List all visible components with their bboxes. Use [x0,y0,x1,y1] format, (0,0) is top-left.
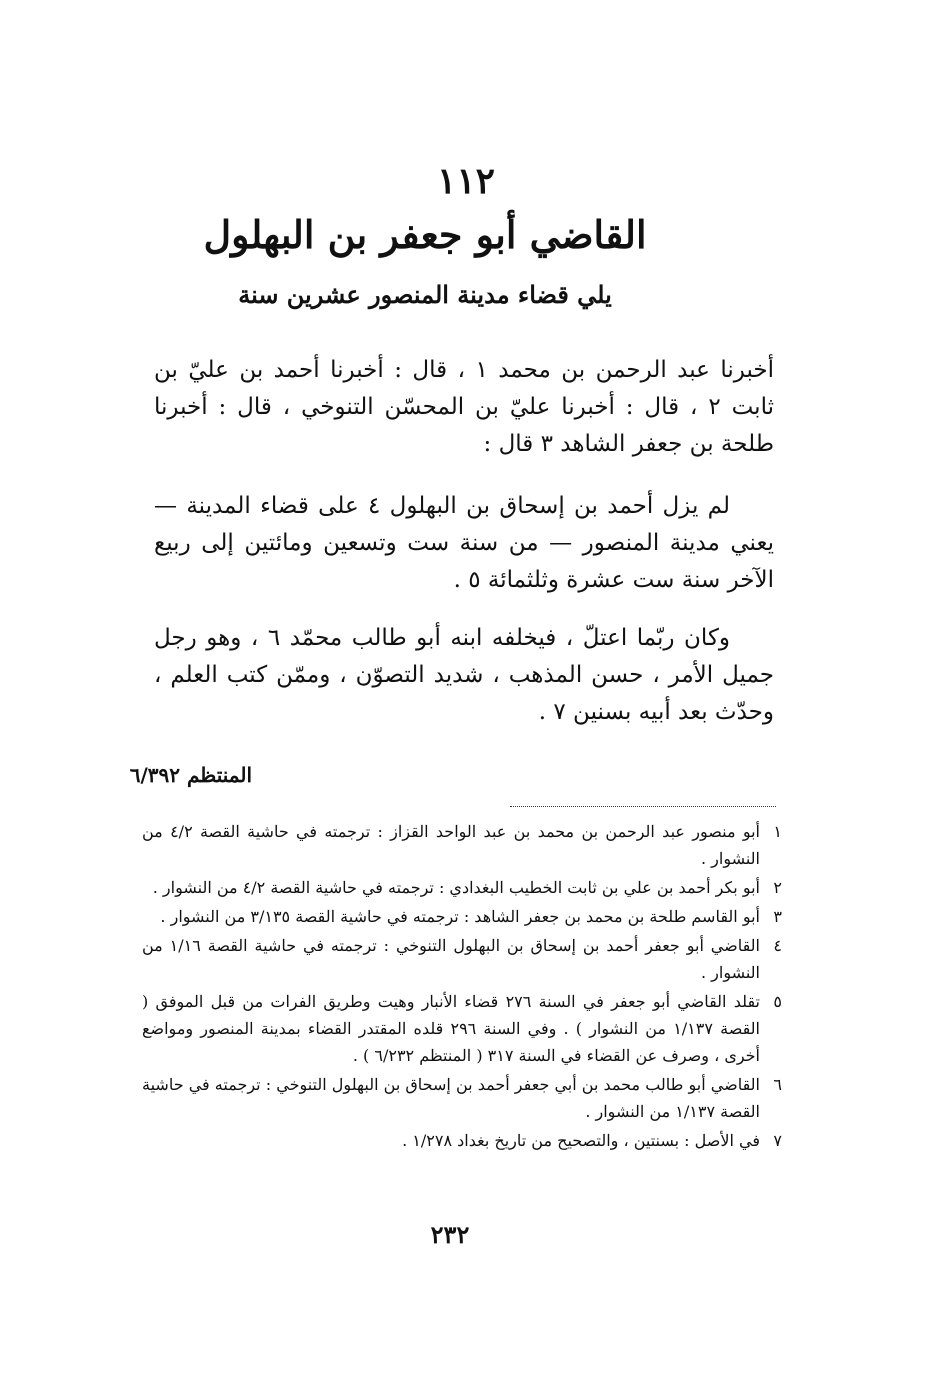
footnote [142,874,782,901]
footnote [142,818,782,872]
footnote [142,988,782,1069]
footnote-text: القاضي أبو طالب محمد بن أبي جعفر أحمد بن إسحاق بن البهلول التنوخي : ترجمته في حاشية القصة ١/١٣٧ من النشوار . [142,1075,760,1121]
footnote-number: ٦ [773,1075,782,1094]
footnote-number: ٤ [773,936,782,955]
footnote [142,903,782,930]
story-number: ١١٢ [436,160,495,202]
story-title: القاضي أبو جعفر بن البهلول [203,212,647,257]
footnote-text: أبو بكر أحمد بن علي بن ثابت الخطيب البغدادي : ترجمته في حاشية القصة ٤/٢ من النشوار . [152,878,760,897]
paragraph-son [154,620,774,731]
footnote-number: ١ [773,822,782,841]
footnotes [142,818,782,1156]
footnote [142,1071,782,1125]
footnote [142,1127,782,1154]
paragraph-text: لم يزل أحمد بن إسحاق بن البهلول ٤ على قضاء المدينة — يعني مدينة المنصور — من سنة ست وتسعين ومائتين إلى ربيع الآخر سنة ست عشرة وثلثمائة ٥ . [154,493,774,593]
footnote-number: ٣ [773,907,782,926]
paragraph-text: أخبرنا عبد الرحمن بن محمد ١ ، قال : أخبرنا أحمد بن عليّ بن ثابت ٢ ، قال : أخبرنا عليّ بن المحسّن التنوخي ، قال : أخبرنا طلحة بن جعفر الشاهد ٣ قال : [154,357,775,457]
page-number: ٢٣٢ [430,1220,470,1249]
footnote [142,932,782,986]
footnote-number: ٥ [773,992,782,1011]
footnote-text: القاضي أبو جعفر أحمد بن إسحاق بن البهلول التنوخي : ترجمته في حاشية القصة ١/١٦ من النشوار . [142,936,761,982]
footnote-divider [510,806,776,807]
story-subtitle: يلي قضاء مدينة المنصور عشرين سنة [238,280,612,309]
footnote-number: ٢ [773,878,782,897]
footnote-text: أبو منصور عبد الرحمن بن محمد بن عبد الواحد القزاز : ترجمته في حاشية القصة ٤/٢ من النشوار . [142,822,760,868]
paragraph-text: وكان ربّما اعتلّ ، فيخلفه ابنه أبو طالب محمّد ٦ ، وهو رجل جميل الأمر ، حسن المذهب ، شديد التصوّن ، وممّن كتب العلم ، وحدّث بعد أبيه بسنين ٧ . [154,625,774,725]
footnote-text: تقلد القاضي أبو جعفر في السنة ٢٧٦ قضاء الأنبار وهيت وطريق الفرات من قبل الموفق ( القصة ١/١٣٧ من النشوار ) . وفي السنة ٢٩٦ قلده المقتدر القضاء بمدينة المنصور ومواضع أخرى ، وصرف عن القضاء في السنة ٣١٧ ( المنتظم ٦/٢٣٢ ) . [142,992,761,1065]
paragraph-main [154,488,774,599]
footnote-number: ٧ [773,1131,782,1150]
footnote-text: في الأصل : بسنتين ، والتصحيح من تاريخ بغداد ١/٢٧٨ . [402,1131,760,1150]
footnote-text: أبو القاسم طلحة بن محمد بن جعفر الشاهد : ترجمته في حاشية القصة ٣/١٣٥ من النشوار . [160,907,760,926]
paragraph-isnad [154,352,774,463]
source-reference: المنتظم ٦/٣٩٢ [129,763,252,787]
